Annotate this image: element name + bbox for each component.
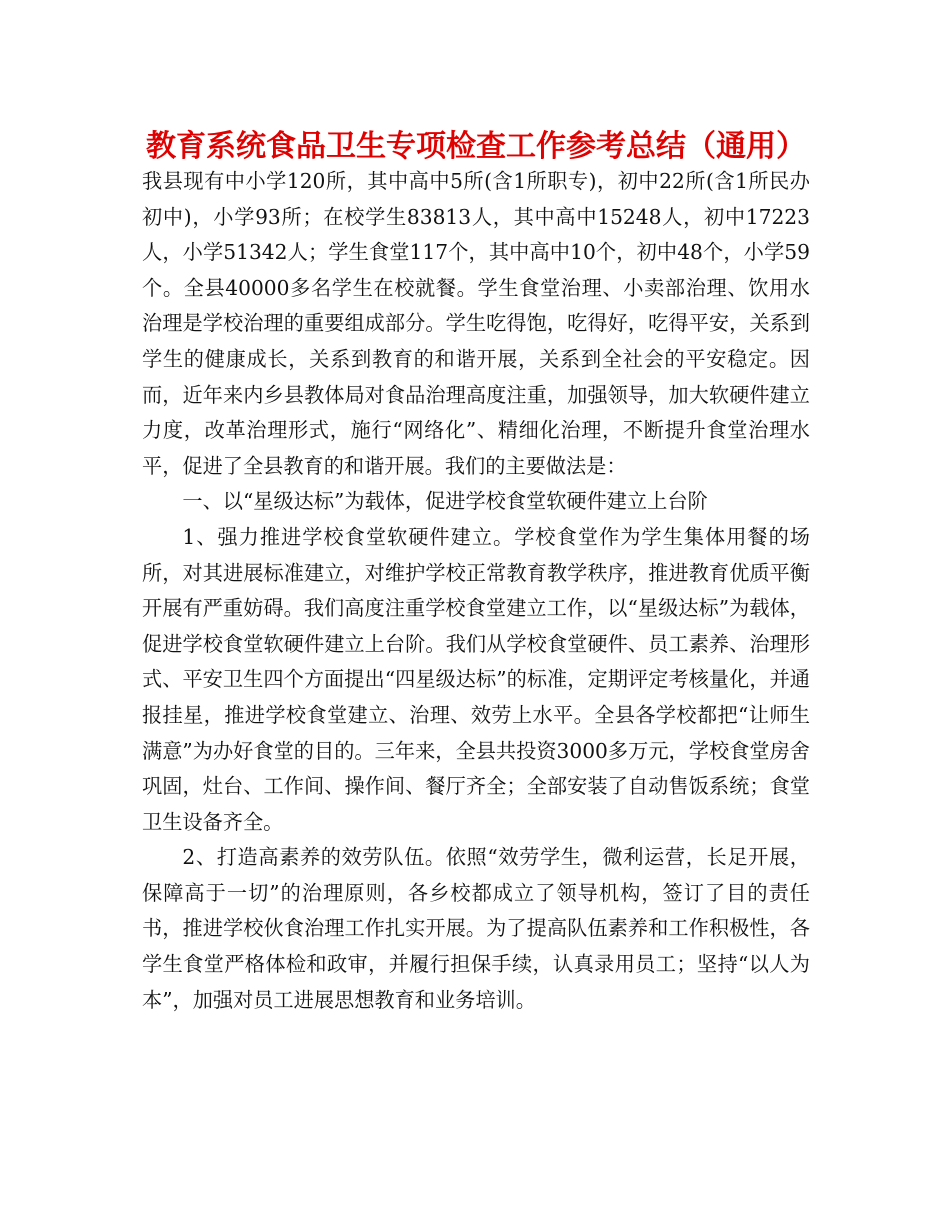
paragraph-intro: 我县现有中小学120所，其中高中5所(含1所职专)，初中22所(含1所民办初中)，小学93所；在校学生83813人，其中高中15248人，初中17223人，小学51342人；学生食堂117个，其中高中10个，初中48个，小学59个。全县40000多名学生在校就餐。学生食堂治理、小卖部治理、饮用水治理是学校治理的重要组成部分。学生吃得饱，吃得好，吃得平安，关系到学生的健康成长，关系到教育的和谐开展，关系到全社会的平安稳定。因而，近年来内乡县教体局对食品治理高度注重，加强领导，加大软硬件建立力度，改革治理形式，施行“网络化”、精细化治理，不断提升食堂治理水平，促进了全县教育的和谐开展。我们的主要做法是： xyxy=(142,169,810,478)
paragraph-item-2: 2、打造高素养的效劳队伍。依照“效劳学生，微利运营，长足开展，保障高于一切”的治理原则，各乡校都成立了领导机构，签订了目的责任书，推进学校伙食治理工作扎实开展。为了提高队伍素养和工作积极性，各学生食堂严格体检和政审，并履行担保手续，认真录用员工；坚持“以人为本”，加强对员工进展思想教育和业务培训。 xyxy=(142,845,810,1012)
document-page xyxy=(142,124,810,1018)
document-body xyxy=(142,164,810,1018)
document-title: 教育系统食品卫生专项检查工作参考总结（通用） xyxy=(146,129,806,164)
section-heading-1: 一、以“星级达标”为载体，促进学校食堂软硬件建立上台阶 xyxy=(182,489,708,514)
paragraph-item-1: 1、强力推进学校食堂软硬件建立。学校食堂作为学生集体用餐的场所，对其进展标准建立，对维护学校正常教育教学秩序，推进教育优质平衡开展有严重妨碍。我们高度注重学校食堂建立工作，以“星级达标”为载体，促进学校食堂软硬件建立上台阶。我们从学校食堂硬件、员工素养、治理形式、平安卫生四个方面提出“四星级达标”的标准，定期评定考核量化，并通报挂星，推进学校食堂建立、治理、效劳上水平。全县各学校都把“让师生满意”为办好食堂的目的。三年来，全县共投资3000多万元，学校食堂房舍巩固，灶台、工作间、操作间、餐厅齐全；全部安装了自动售饭系统；食堂卫生设备齐全。 xyxy=(142,524,810,834)
